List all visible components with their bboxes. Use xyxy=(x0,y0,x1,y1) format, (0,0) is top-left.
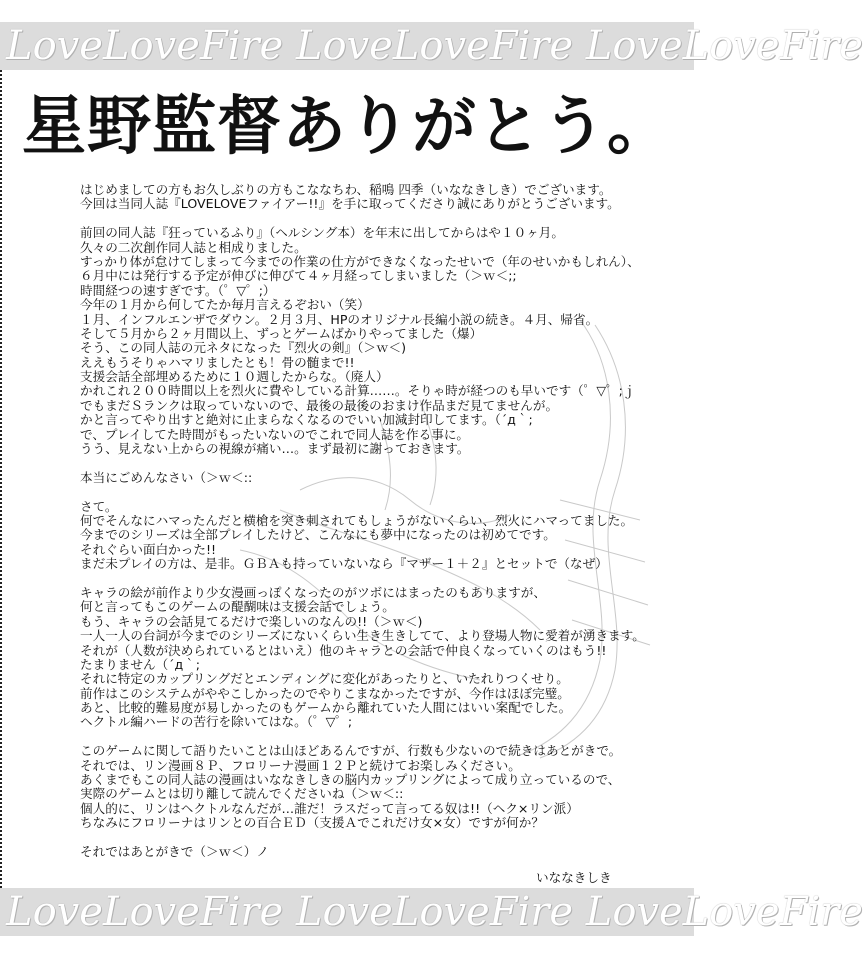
text-line: １月、インフルエンザでダウン。２月３月、HPのオリジナル長編小説の続き。４月、帰省。 xyxy=(80,311,599,327)
text-line xyxy=(80,572,680,586)
text-line xyxy=(80,831,680,845)
text-line xyxy=(80,456,680,470)
text-line: ええもうそりゃハマリましたとも！骨の髄まで!! xyxy=(80,354,355,370)
text-line: はじめましての方もお久しぶりの方もこななちわ、稲鳴 四季（いななきしき）でございます。 xyxy=(80,182,612,197)
text-line: 前回の同人誌『狂っているふり』（ヘルシング本）を年末に出してからはや１０ヶ月。 xyxy=(80,225,564,241)
text-line: あと、比較的難易度が易しかったのもゲームから離れていた人間にはいい案配でした。 xyxy=(80,700,572,716)
text-line: 時間経つの速すぎです。（゜▽゜;） xyxy=(80,282,276,298)
text-line: 今年の１月から何してたか毎月言えるぞおい（笑） xyxy=(80,297,370,313)
text-line: 支援会話全部埋めるために１０週したからな。（廃人） xyxy=(80,369,389,385)
text-line: 前作はこのシステムがややこしかったのでやりこまなかったですが、今作はほぼ完璧。 xyxy=(80,685,570,701)
text-line: たまりません（´д｀; xyxy=(80,656,200,672)
text-line: 久々の二次創作同人誌と相成りました。 xyxy=(80,239,307,255)
text-line: ６月中には発行する予定が伸びに伸びて４ヶ月経ってしまいました（＞ｗ＜;; xyxy=(80,268,517,284)
text-line: で、プレイしてた時間がもったいないのでこれで同人誌を作る事に。 xyxy=(80,426,470,442)
text-line: それが（人数が決められているとはいえ）他のキャラとの会話で仲良くなっていくのはもう!! xyxy=(80,642,607,658)
author-signature: いななきしき xyxy=(536,870,612,885)
text-line: もう、キャラの会話見てるだけで楽しいのなんの!!（＞ｗ＜) xyxy=(80,613,423,629)
text-line: 本当にごめんなさい（＞ｗ＜:: xyxy=(80,469,253,485)
text-line: それでは、リン漫画８Ｐ、フロリーナ漫画１２Ｐと続けてお楽しみください。 xyxy=(80,757,521,773)
text-line: このゲームに関して語りたいことは山ほどあるんですが、行数も少ないので続きはあとがきで。 xyxy=(80,743,622,759)
text-line: ヘクトル編ハードの苦行を除いてはな。（゜▽゜; xyxy=(80,714,353,730)
text-line: まだ未プレイの方は、是非。ＧＢＡも持っていないなら『マザー１＋２』とセットで（なぜ） xyxy=(80,556,608,572)
text-line: 何でそんなにハマったんだと横槍を突き刺されてもしょうがないくらい、烈火にハマってました。 xyxy=(80,512,634,528)
text-line xyxy=(80,212,680,226)
text-line: でもまだＳランクは取っていないので、最後の最後のおまけ作品まだ見てませんが。 xyxy=(80,397,559,413)
text-line: うう、見えない上からの視線が痛い…。まず最初に謝っておきます。 xyxy=(80,441,470,457)
text-line: ちなみにフロリーナはリンとの百合ＥＤ（支援Ａでこれだけ女×女）ですが何か？ xyxy=(80,815,544,831)
text-line: それに特定のカップリングだとエンディングに変化があったりと、いたれりつくせり。 xyxy=(80,671,569,687)
text-line: 今までのシリーズは全部プレイしたけど、こんなにも夢中になったのは初めてです。 xyxy=(80,527,556,543)
text-line: キャラの絵が前作より少女漫画っぽくなったのがツボにはまったのもありますが、 xyxy=(80,584,546,600)
text-line: 一人一人の台詞が今までのシリーズにないくらい生き生きしてて、より登場人物に愛着が湧きます。 xyxy=(80,628,645,644)
text-line xyxy=(80,485,680,499)
top-watermark-band xyxy=(0,22,863,70)
text-line: それぐらい面白かった!! xyxy=(80,541,217,557)
bottom-watermark-band xyxy=(0,888,863,936)
top-watermark-text: LoveLoveFire LoveLoveFire LoveLoveFire xyxy=(6,23,863,69)
text-line: 何と言ってもこのゲームの醍醐味は支援会話でしょう。 xyxy=(80,599,395,615)
text-line: そう、この同人誌の元ネタになった『烈火の剣』（＞ｗ＜) xyxy=(80,340,407,356)
bottom-watermark-text: LoveLoveFire LoveLoveFire LoveLoveFire xyxy=(6,889,863,935)
text-line: 今回は当同人誌『LOVELOVEファイアー!!』を手に取ってくださり誠にありがとうございます。 xyxy=(80,196,620,212)
text-line: そして５月から２ヶ月間以上、ずっとゲームばかりやってました（爆） xyxy=(80,325,483,341)
page-title: 星野監督ありがとう。 xyxy=(22,89,672,164)
text-line: かれこれ２００時間以上を烈火に費やしている計算……。そりゃ時が経つのも早いです（゜▽゜;ｊ xyxy=(80,383,636,399)
text-line: すっかり体が怠けてしまって今までの作業の仕方ができなくなったせいで（年のせいかもしれん）、 xyxy=(80,253,640,269)
text-line: さて。 xyxy=(80,498,118,514)
text-line: かと言ってやり出すと絶対に止まらなくなるのでいい加減封印してます。（´д｀; xyxy=(80,412,533,428)
text-line: それではあとがきで（＞ｗ＜）ノ xyxy=(80,843,269,859)
text-line xyxy=(80,730,680,744)
page-edge-binding xyxy=(0,70,6,888)
text-line: あくまでもこの同人誌の漫画はいななきしきの脳内カップリングによって成り立っているので、 xyxy=(80,772,621,788)
text-line: 実際のゲームとは切り離して読んでくださいね（＞ｗ＜:: xyxy=(80,786,404,802)
text-line: 個人的に、リンはヘクトルなんだが…誰だ！ラスだって言ってる奴は!!（ヘク×リン派） xyxy=(80,800,579,816)
body-text xyxy=(80,183,680,859)
